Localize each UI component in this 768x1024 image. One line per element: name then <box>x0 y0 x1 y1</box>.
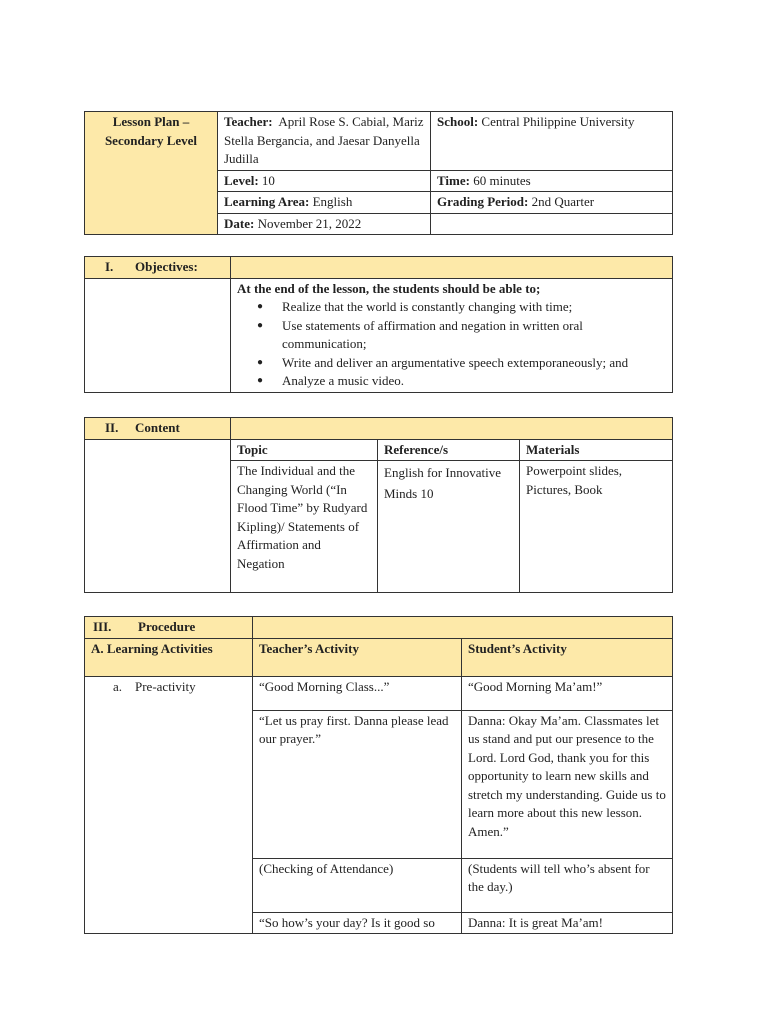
list-item: ● Analyze a music video. <box>257 372 666 391</box>
teacher-cell: Teacher: April Rose S. Cabial, Mariz Stella Bergancia, and Jaesar Danyella Judilla <box>218 112 431 171</box>
student-activity: (Students will tell who’s absent for the day.) <box>462 858 673 912</box>
content-table <box>84 417 673 593</box>
objectives-heading: I. Objectives: <box>85 257 231 279</box>
table-row <box>85 676 673 710</box>
lesson-plan-title: Lesson Plan – Secondary Level <box>104 114 198 148</box>
content-heading: II. Content <box>85 418 231 440</box>
objectives-body <box>231 278 673 392</box>
level-value: 10 <box>261 172 275 188</box>
objectives-empty-cell <box>85 278 231 392</box>
area-cell: Learning Area: English <box>218 192 431 214</box>
student-activity: Danna: It is great Ma’am! <box>462 912 673 934</box>
lesson-plan-cell <box>85 112 218 235</box>
topic-value: The Individual and the Changing World (“In Flood Time” by Rudyard Kipling)/ Statements of Affirmation and Negation <box>231 461 378 593</box>
student-activity-header: Student’s Activity <box>462 638 673 676</box>
list-item: ● Use statements of affirmation and negation in written oral communication; <box>257 317 666 354</box>
level-cell: Level: 10 <box>218 170 431 192</box>
student-activity: Danna: Okay Ma’am. Classmates let us stand and put our presence to the Lord. Lord God, thank you for this opportunity to learn new skills and stretch my understanding. Guide us to learn more about this new lesson. Amen.” <box>462 710 673 858</box>
learning-activities-header: A. Learning Activities <box>85 638 253 676</box>
reference-value: English for Innovative Minds 10 <box>378 461 520 593</box>
content-heading-fill <box>231 418 673 440</box>
content-empty-cell <box>85 439 231 593</box>
materials-header: Materials <box>520 439 673 461</box>
date-value: November 21, 2022 <box>257 215 362 231</box>
objectives-intro: At the end of the lesson, the students should be able to; <box>237 280 541 296</box>
date-cell: Date: November 21, 2022 <box>218 213 431 235</box>
time-cell: Time: 60 minutes <box>431 170 673 192</box>
teacher-activity-header: Teacher’s Activity <box>253 638 462 676</box>
teacher-activity: “So how’s your day? Is it good so <box>253 912 462 934</box>
objectives-table <box>84 256 673 393</box>
school-cell: School: Central Philippine University <box>431 112 673 171</box>
materials-value: Powerpoint slides, Pictures, Book <box>520 461 673 593</box>
grading-value: 2nd Quarter <box>531 194 595 209</box>
teacher-value: April Rose S. Cabial, Mariz Stella Bergancia, and Jaesar Danyella Judilla <box>224 114 424 166</box>
empty-cell <box>431 213 673 235</box>
list-item: ● Write and deliver an argumentative speech extemporaneously; and <box>257 354 666 373</box>
objectives-list <box>237 298 666 391</box>
teacher-activity: “Good Morning Class...” <box>253 676 462 710</box>
procedure-table <box>84 616 673 934</box>
topic-header: Topic <box>231 439 378 461</box>
grading-cell: Grading Period: 2nd Quarter <box>431 192 673 214</box>
pre-activity-label: Pre-activity <box>135 678 196 694</box>
pre-activity-cell: a. Pre-activity <box>85 676 253 934</box>
procedure-heading: III. Procedure <box>85 617 253 639</box>
area-value: English <box>312 194 353 209</box>
header-table <box>84 111 673 235</box>
teacher-activity: (Checking of Attendance) <box>253 858 462 912</box>
procedure-heading-fill <box>253 617 673 639</box>
student-activity: “Good Morning Ma’am!” <box>462 676 673 710</box>
list-item: ● Realize that the world is constantly changing with time; <box>257 298 666 317</box>
objectives-heading-fill <box>231 257 673 279</box>
teacher-activity: “Let us pray first. Danna please lead our prayer.” <box>253 710 462 858</box>
time-value: 60 minutes <box>473 172 531 188</box>
school-value: Central Philippine University <box>481 114 635 129</box>
reference-header: Reference/s <box>378 439 520 461</box>
